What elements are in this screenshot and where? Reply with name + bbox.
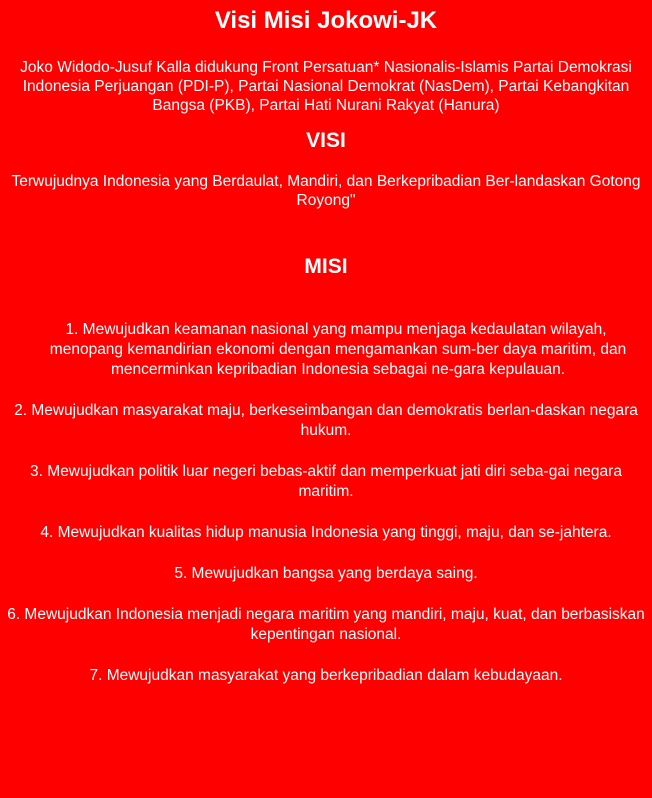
misi-item-1: 1. Mewujudkan keamanan nasional yang mampu menjaga kedaulatan wilayah, menopang kemandirian ekonomi dengan mengamankan sum-ber daya maritim, dan mencerminkan kepribadian Indonesia sebagai ne-gara kepulauan.: [49, 321, 627, 378]
misi-item-7: 7. Mewujudkan masyarakat yang berkepribadian dalam kebudayaan.: [89, 667, 563, 684]
visi-text: Terwujudnya Indonesia yang Berdaulat, Mandiri, dan Berkepribadian Ber-landaskan Gotong Royong": [11, 173, 641, 209]
misi-item-6: 6. Mewujudkan Indonesia menjadi negara maritim yang mandiri, maju, kuat, dan berbasiskan kepentingan nasional.: [7, 606, 645, 643]
misi-item-5: 5. Mewujudkan bangsa yang berdaya saing.: [174, 565, 478, 582]
misi-item-3: 3. Mewujudkan politik luar negeri bebas-aktif dan memperkuat jati diri seba-gai negara maritim.: [30, 463, 622, 500]
misi-heading: MISI: [304, 255, 348, 278]
page-title: Visi Misi Jokowi-JK: [214, 7, 438, 34]
intro-paragraph: Joko Widodo-Jusuf Kalla didukung Front Persatuan* Nasionalis-Islamis Partai Demokrasi Indonesia Perjuangan (PDI-P), Partai Nasional Demokrat (NasDem), Partai Kebangkitan Bangsa (PKB), Partai Hati Nurani Rakyat (Hanura): [20, 59, 632, 114]
misi-list: [6, 320, 646, 686]
misi-item-2: 2. Mewujudkan masyarakat maju, berkeseimbangan dan demokratis berlan-daskan negara hukum.: [14, 402, 638, 439]
visi-heading: VISI: [306, 129, 346, 152]
misi-item-4: 4. Mewujudkan kualitas hidup manusia Indonesia yang tinggi, maju, dan se-jahtera.: [40, 524, 612, 541]
